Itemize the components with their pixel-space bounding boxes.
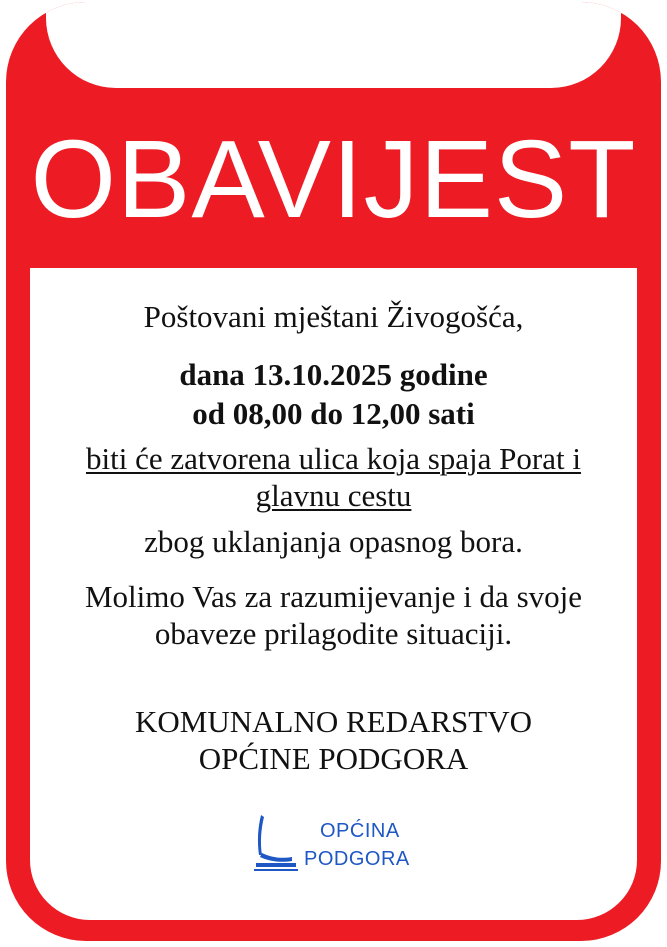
municipality-logo: [252, 813, 442, 873]
request-line-1: Molimo Vas za razumijevanje i da svoje: [84, 579, 582, 614]
signature: [30, 703, 637, 777]
signature-line-1: KOMUNALNO REDARSTVO: [135, 704, 532, 739]
request-line-2: obaveze prilagodite situaciji.: [154, 616, 513, 651]
podgora-monument-icon: [252, 813, 298, 873]
notice-title: OBAVIJEST: [30, 118, 637, 241]
top-arch: [46, 2, 621, 88]
greeting: Poštovani mještani Živogošća,: [143, 299, 524, 334]
logo-line-1: OPĆINA: [320, 820, 400, 842]
closure-line-1: biti će zatvorena ulica koja spaja Porat i: [86, 441, 581, 476]
request-text: [30, 578, 637, 652]
signature-line-2: OPĆINE PODGORA: [198, 741, 469, 776]
logo-line-2: PODGORA: [304, 848, 410, 870]
closure-line-2: glavnu cestu: [255, 478, 412, 513]
time-line: od 08,00 do 12,00 sati: [192, 396, 475, 431]
reason: zbog uklanjanja opasnog bora.: [144, 524, 523, 559]
date-line: dana 13.10.2025 godine: [179, 357, 488, 392]
notice-panel: [30, 268, 637, 920]
closure-text: [30, 440, 637, 514]
notice-frame: [6, 2, 661, 941]
